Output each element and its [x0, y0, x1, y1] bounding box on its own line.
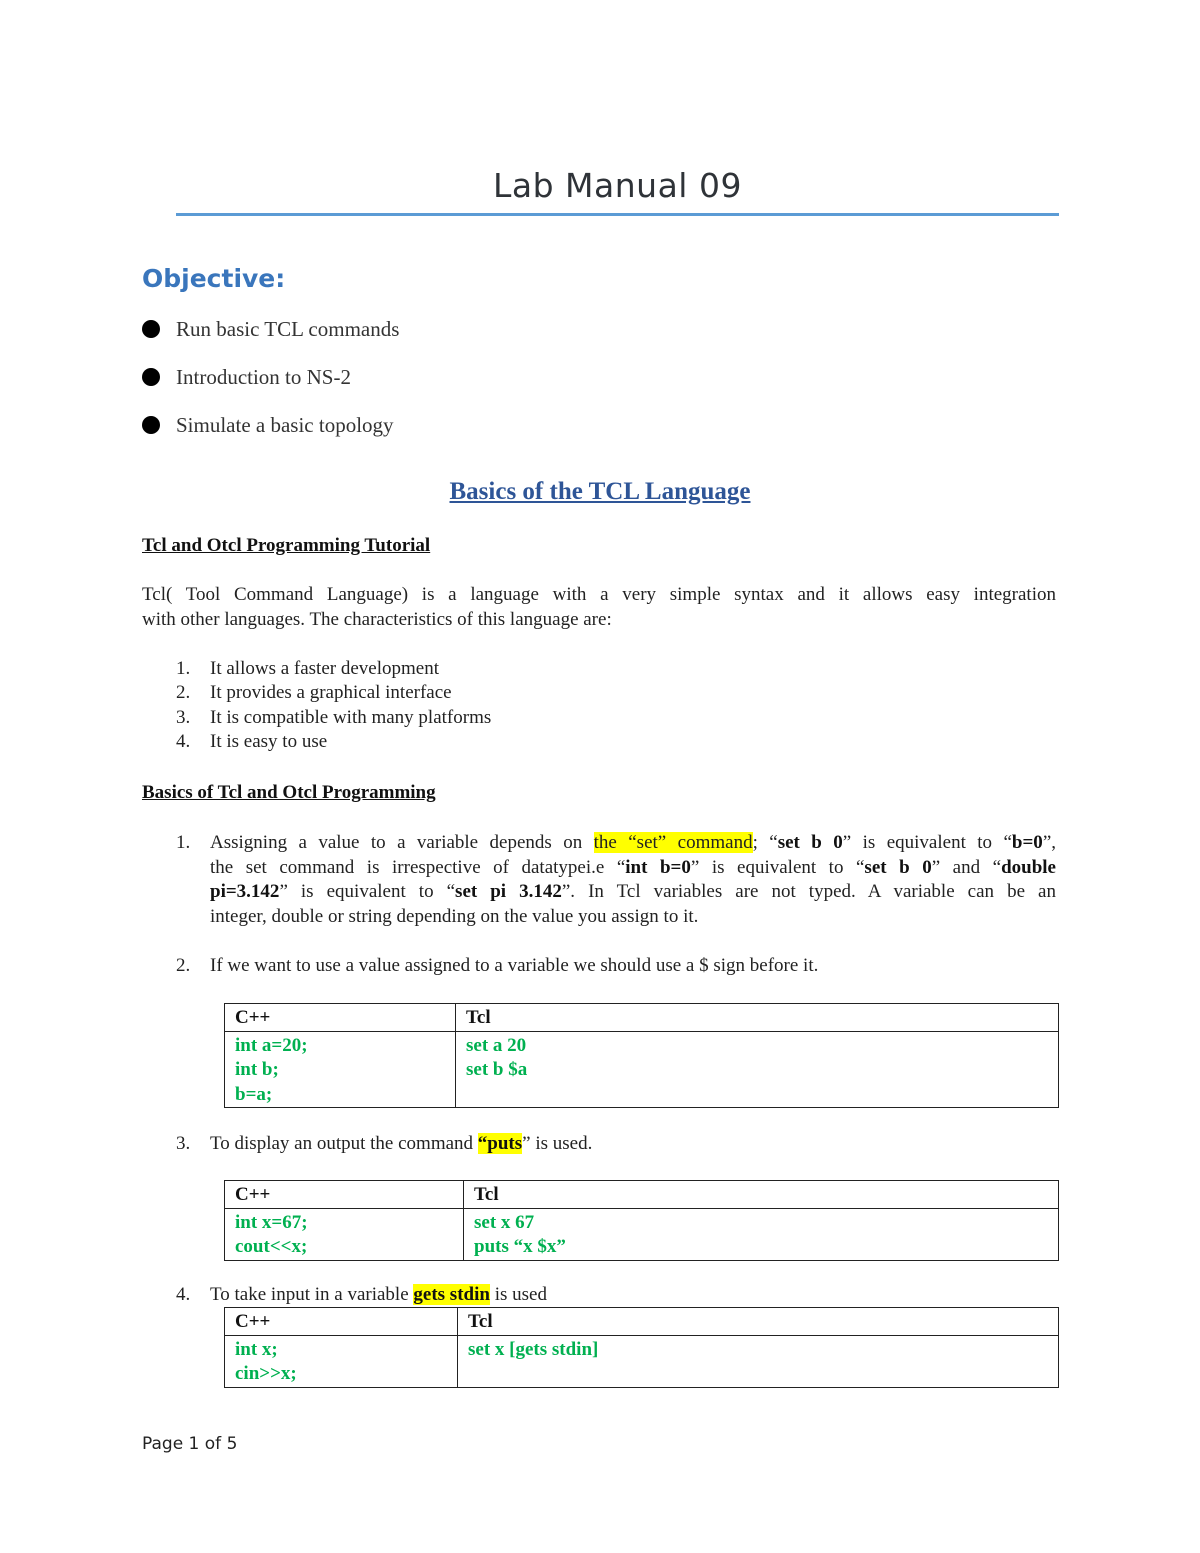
- list-item: Assigning a value to a variable depends on the “set” command; “set b 0” is equivalent to “b=0”, the set command is irrespective of datatypei.e “int b=0” is equivalent to “set b 0” and “double pi=3.142” is equivalent to “set pi 3.142”. In Tcl variables are not typed. A variable can be an integer, double or string depending on the value you assign to it.: [210, 832, 1056, 927]
- list-item: To take input in a variable gets stdin is used: [210, 1284, 547, 1305]
- code-table-variables: [224, 1003, 1059, 1108]
- table-cell-tcl: set x 67 puts “x $x”: [464, 1208, 1059, 1260]
- list-number: 1.: [176, 832, 191, 853]
- table-header-cpp: C++: [225, 1181, 464, 1209]
- list-number: 1.: [176, 658, 191, 679]
- list-number: 4.: [176, 731, 191, 752]
- list-number: 3.: [176, 707, 191, 728]
- table-cell-tcl: set a 20 set b $a: [456, 1031, 1059, 1108]
- list-number: 4.: [176, 1284, 191, 1305]
- tutorial-heading: Tcl and Otcl Programming Tutorial: [142, 535, 431, 556]
- highlight: gets stdin: [413, 1284, 490, 1305]
- table-header-cpp: C++: [225, 1004, 456, 1032]
- list-item: It is compatible with many platforms: [210, 707, 492, 728]
- table-cell-cpp: int a=20; int b; b=a;: [225, 1031, 456, 1108]
- table-cell-cpp: int x; cin>>x;: [225, 1335, 458, 1387]
- basics-heading: Basics of Tcl and Otcl Programming: [142, 782, 436, 803]
- objective-heading: Objective:: [142, 264, 286, 293]
- list-item: If we want to use a value assigned to a variable we should use a $ sign before it.: [210, 955, 819, 976]
- highlight: “puts: [477, 1133, 523, 1154]
- bullet-icon: [142, 368, 160, 386]
- code-table-output: [224, 1180, 1059, 1261]
- list-number: 2.: [176, 955, 191, 976]
- page-number: Page 1 of 5: [142, 1434, 238, 1454]
- list-item: It is easy to use: [210, 731, 328, 752]
- list-item: It allows a faster development: [210, 658, 439, 679]
- table-cell-tcl: set x [gets stdin]: [458, 1335, 1059, 1387]
- code-table-input: [224, 1307, 1059, 1388]
- table-cell-cpp: int x=67; cout<<x;: [225, 1208, 464, 1260]
- objective-item: Run basic TCL commands: [142, 314, 399, 344]
- table-header-tcl: Tcl: [458, 1308, 1059, 1336]
- objective-item: Introduction to NS-2: [142, 362, 351, 392]
- list-item: It provides a graphical interface: [210, 682, 452, 703]
- bullet-icon: [142, 416, 160, 434]
- table-header-tcl: Tcl: [464, 1181, 1059, 1209]
- table-header-tcl: Tcl: [456, 1004, 1059, 1032]
- list-number: 2.: [176, 682, 191, 703]
- objective-item: Simulate a basic topology: [142, 410, 394, 440]
- list-number: 3.: [176, 1133, 191, 1154]
- bullet-icon: [142, 320, 160, 338]
- intro-paragraph: Tcl( Tool Command Language) is a language with a very simple syntax and it allows easy integration with other languages. The characteristics of this language are:: [142, 584, 1056, 630]
- document-title: Lab Manual 09: [493, 166, 742, 205]
- table-header-cpp: C++: [225, 1308, 458, 1336]
- highlight: the “set” command: [593, 832, 753, 853]
- section-title: Basics of the TCL Language: [449, 478, 751, 505]
- title-divider: [176, 213, 1059, 216]
- list-item: To display an output the command “puts” is used.: [210, 1133, 593, 1154]
